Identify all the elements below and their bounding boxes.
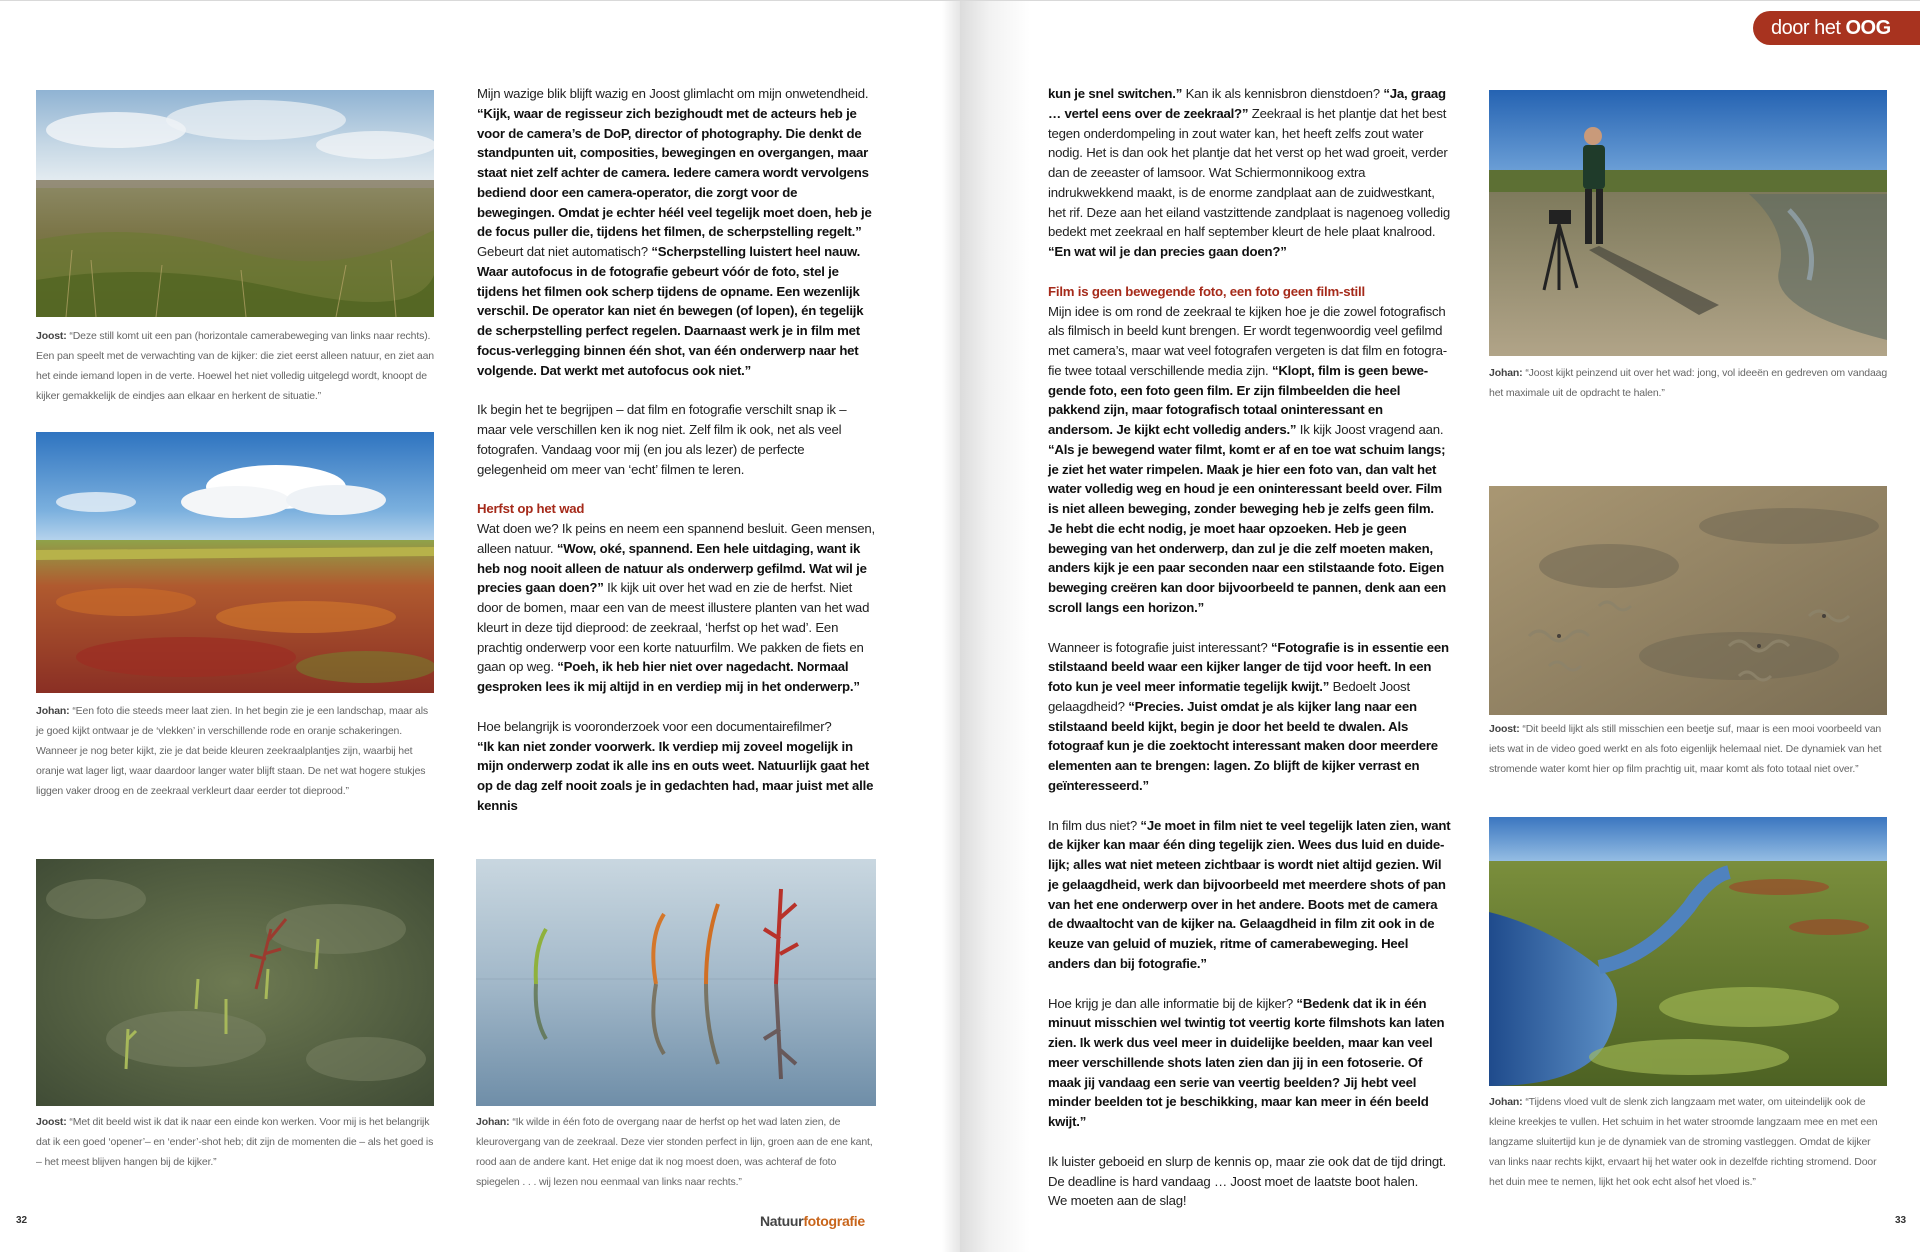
text: Mijn wazige blik blijft wazig en Joost glimlacht om mijn onwetendheid. [477, 86, 869, 101]
photo-worm-casts [1489, 486, 1887, 715]
text: Mijn idee is om rond de zeekraal te kijken hoe je die zowel fotografisch als filmisch in beeld kunt brengen. Er wordt tegenwoordig veel gefilmd met camera’s, maar wat veel fotografen vergeten is dat film en fotogra-fie twee totaal verschillende media zijn. [1048, 303, 1447, 378]
photo-joost-tripod [1489, 90, 1887, 356]
text: Wanneer is fotografie juist interessant? [1048, 639, 1271, 655]
paragraph [477, 400, 877, 479]
caption-text: “Dit beeld lijkt als still misschien een beetje suf, maar is een mooi voorbeeld van iets wat in de video goed werkt en als foto eigenlijk helemaal niet. De dynamiek van het stromende water komt hier op film prachtig uit, maar komt als foto totaal niet over.” [1489, 723, 1882, 775]
section-banner [1753, 11, 1920, 73]
caption-text: “Een foto die steeds meer laat zien. In het begin zie je een landschap, maar als je goed kijkt ontwaar je de ‘vlekken’ in verschillende rode en oranje schakeringen. Wanneer je nog beter kijkt, zie je dat beide kleuren zeekraalplantjes zijn, waarbij het oranje wat lager ligt, waar daardoor langer water blijft staan. De net wat hogere stukjes liggen vaker droog en de zeekraal verkleurt daar eerder tot dieprood.” [36, 705, 429, 797]
paragraph [477, 84, 877, 380]
caption-photo-1 [36, 326, 436, 406]
caption-photo-3 [36, 1112, 436, 1172]
quote: “Precies. Juist omdat je als kijker lang naar een stilstaand beeld kijkt, begin je door het beeld te dwalen. Als fotograaf kun je die zoektocht interessant maken door meerdere elementen aan te brengen: lagen. Zo blijft de kijker verrast en geïnteresseerd.” [1048, 698, 1438, 793]
quote: “Je moet in film niet te veel tegelijk laten zien, want de kijker kan maar één ding tegelijk zien. Wees dus luid en duide-lijk; alles wat niet meteen zichtbaar is wordt niet altijd gezien. Wil je gelaagdheid, werk dan bijvoorbeeld met meerdere shots of pan van het ene onderwerp over in het andere. Boots met de camera de dwaaltocht van de kijker na. Gelaagdheid in film zit ook in de keuze van geluid of muziek, ritme of camerabeweging. Heel anders dan bij fotografie.” [1048, 817, 1451, 971]
photo-glasswort-water [36, 859, 434, 1106]
text: Gebeurt dat niet automatisch? [477, 244, 652, 259]
photo-creek [1489, 817, 1887, 1086]
text: Ik begin het te begrijpen – dat film en fotografie verschilt snap ik – maar vele verschillen ken ik nog niet. Zelf film ik ook, net als veel fotografen. Vandaag voor mij (en jou als lezer) de perfecte gelegenheid om meer van ‘echt’ filmen te leren. [477, 402, 847, 477]
text: Ik kijk Joost vragend aan. [1296, 422, 1444, 437]
caption-photo-4 [476, 1112, 878, 1192]
caption-author: Johan: [36, 705, 70, 717]
text: Ik kijk uit over het wad en zie de herfst. Niet door de bomen, maar een van de meest illustere planten van het wad kleurt in deze tijd dieprood: de zeekraal, ‘herfst op het wad’. Een prachtig onderwerp voor een korte natuurfilm. We pakken de fiets en gaan op weg. [477, 580, 870, 675]
caption-text: “Deze still komt uit een pan (horizontale camerabeweging van links naar rechts). Een pan speelt met de verwachting van de kijker: die ziet eerst alleen natuur, en ziet aan het einde iemand lopen in de verte. Hoewel het niet volledig uitgelegd wordt, knoopt de kijker gemakkelijk de eindjes aan elkaar en herkent de situatie.” [36, 330, 435, 402]
subheading-film: Film is geen bewegende foto, een foto geen film-still [1048, 283, 1365, 299]
quote: “Wow, oké, spannend. Een hele uitdaging, want ik heb nog nooit alleen de natuur als onderwerp gefilmd. Wat wil je precies gaan doen?” [477, 540, 867, 596]
article-column-2 [1048, 84, 1451, 1231]
banner-bold: OOG [1845, 17, 1891, 39]
photo-four-glasswort [476, 859, 876, 1106]
paragraph [1048, 302, 1451, 618]
quote: “Ik kan niet zonder voorwerk. Ik verdiep mij zoveel mogelijk in mijn onderwerp zodat ik alle ins en outs weet. Natuurlijk gaat het op de dag zelf nooit zoals je in gedachten had, maar juist met alle kennis [477, 738, 874, 813]
caption-text: “Tijdens vloed vult de slenk zich langzaam met water, om uiteindelijk ook de kleine kreekjes te vullen. Het schuim in het water stroomde langzaam mee en met een langzame sluitertijd kun je de dynamiek van de stroming vastleggen. Omdat de kijker van links naar rechts kijkt, ervaart hij het water ook in dezelfde richting stromend. Door het duin mee te nemen, lijkt het ook echt alsof het vloed is.” [1489, 1096, 1878, 1188]
caption-photo-5 [1489, 363, 1889, 403]
photo-red-marsh [36, 432, 434, 693]
quote: “Als je bewegend water filmt, komt er af en toe wat schuim langs; je ziet het water rimpelen. Maak je hier een foto van, dan valt het water volledig weg en houd je een oninteressant beeld over. Film is niet alleen beweging, zonder beweging heb je zelfs geen film. Je hebt die echt nodig, je moet haar opzoeken. Heb je geen beweging van het onderwerp, dan zul je die zelf moeten maken, anders kijk je een paar seconden naar een stilstaande foto. Eigen beweging creëren kan door bijvoorbeeld te pannen, denk aan een scroll langs een horizon.” [1048, 441, 1446, 615]
quote: “Scherpstelling luistert heel nauw. Waar autofocus in de fotografie gebeurt vóór de foto, stel je tijdens het filmen ook scherp tijdens de opname. Een wezenlijk verschil. De operator kan niet én bewegen (of lopen), én tegelijk de scherpstelling perfect regelen. Daarnaast werk je in film met focus-verlegging binnen één shot, van één onderwerp naar het volgende. Dat werkt met autofocus ook niet.” [477, 244, 864, 378]
logo-bold: Natuur [760, 1213, 804, 1229]
banner-text: door het [1771, 17, 1846, 39]
quote: “En wat wil je dan precies gaan doen?” [1048, 244, 1287, 259]
paragraph [477, 519, 877, 697]
paragraph [477, 717, 877, 816]
caption-photo-6 [1489, 719, 1889, 779]
magazine-logo [760, 1213, 865, 1229]
quote: kun je snel switchen.” [1048, 86, 1183, 101]
paragraph [1048, 638, 1451, 796]
text: Wat doen we? Ik peins en neem een spannend besluit. Geen mensen, alleen natuur. [477, 521, 875, 556]
paragraph [1048, 84, 1451, 262]
page-number-left: 32 [16, 1215, 28, 1226]
paragraph [1048, 994, 1451, 1132]
text: Bedoelt Joost gelaagdheid? [1048, 679, 1410, 714]
right-page [960, 0, 1920, 1252]
text: De deadline is hard vandaag … Joost moet de laatste boot halen. [1048, 1173, 1419, 1189]
article-column-1 [477, 84, 877, 836]
page-number-right: 33 [1895, 1215, 1907, 1226]
paragraph [1048, 816, 1451, 974]
caption-author: Joost: [36, 1116, 67, 1128]
text: Hoe belangrijk is vooronderzoek voor een documentairefilmer? [477, 718, 832, 734]
paragraph [1048, 1152, 1451, 1211]
photo-salt-marsh [36, 90, 434, 317]
quote: “Kijk, waar de regisseur zich bezighoudt met de acteurs heb je voor de camera’s de DoP, director of photography. Die denkt de standpunten uit, composities, bewegingen en overgangen, maar staat niet zelf achter de camera. Iedere camera wordt vervolgens bediend door een camera-operator, die zorgt voor de bewegingen. Omdat je echter héél veel tegelijk moet doen, heb je de focus puller die, tijdens het filmen, de scherpstelling regelt.” [477, 105, 872, 240]
caption-photo-7 [1489, 1092, 1889, 1192]
text: Kan ik als kennisbron dienstdoen? [1182, 86, 1384, 101]
text: We moeten aan de slag! [1048, 1193, 1187, 1209]
text: Zeekraal is het plantje dat het best tegen onderdompeling in zout water kan, het heeft zelfs zout water nodig. Het is dan ook het plantje dat het verst op het wad groeit, verder dan de zeeaster of lamsoor. Wat Schiermonnikoog extra indrukwekkend maakt, is de enorme zandplaat aan de zuidwestkant, het rif. Deze aan het eiland vastzittende zandplaat is nagenoeg volledig bedekt met zeekraal en half september kleurt de hele plaat knalrood. [1048, 105, 1451, 240]
caption-author: Joost: [1489, 723, 1520, 735]
caption-author: Johan: [476, 1116, 510, 1128]
caption-text: “Joost kijkt peinzend uit over het wad: jong, vol ideeën en gedreven om vandaag het maximale uit de opdracht te halen.” [1489, 367, 1888, 399]
text: Ik luister geboeid en slurp de kennis op, maar zie ook dat de tijd dringt. [1048, 1153, 1446, 1169]
banner-text: van [1771, 51, 1802, 73]
caption-author: Joost: [36, 330, 67, 342]
subheading-herfst: Herfst op het wad [477, 501, 585, 517]
caption-text: “Met dit beeld wist ik dat ik naar een einde kon werken. Voor mij is het belangrijk dat ik een goed ‘opener’– en ‘ender’-shot heb; dit zijn de momenten die – als het goed is – het meest blijven hangen bij de kijker.” [36, 1116, 434, 1168]
caption-photo-2 [36, 701, 436, 801]
caption-author: Johan: [1489, 1096, 1523, 1108]
caption-text: “Ik wilde in één foto de overgang naar de herfst op het wad laten zien, de kleurovergang van de zeekraal. Deze vier stonden perfect in lijn, groen aan de ene kant, rood aan de andere kant. Het enige dat ik nog moest doen, was achteraf de foto spiegelen . . . wij lezen nou eenmaal van links naar rechts.” [476, 1116, 873, 1188]
text: Hoe krijg je dan alle informatie bij de kijker? [1048, 995, 1297, 1011]
quote: “Poeh, ik heb hier niet over nagedacht. Normaal gesproken lees ik mij altijd in en verdiep mij in het onderwerp.” [477, 659, 860, 694]
quote: “Bedenk dat ik in één minuut misschien wel twintig tot veertig korte filmshots kan laten zien. Ik werk dus veel meer in duidelijke beelden, maar kan veel meer verschillende shots laten zien dan jij in een fotoserie. Of maak jij vandaag een serie van veertig beelden? Jij hebt veel minder beelden tot je beschikking, maar kan meer in één beeld kwijt.” [1048, 995, 1445, 1129]
quote: “Fotografie is in essentie een stilstaand beeld waar een kijker langer de tijd voor heeft. In een foto kun je veel meer informatie tegelijk kwijt.” [1048, 639, 1449, 694]
logo-accent: fotografie [803, 1213, 865, 1229]
quote: “Ja, graag … vertel eens over de zeekraal?” [1048, 86, 1446, 121]
text: In film dus niet? [1048, 817, 1141, 833]
caption-author: Johan: [1489, 367, 1523, 379]
quote: “Klopt, film is geen bewe-gende foto, een foto geen film. Er zijn filmbeelden die heel pakkend zijn, maar fotografisch totaal oninteressant en andersom. Je kijkt echt volledig anders.” [1048, 362, 1428, 437]
